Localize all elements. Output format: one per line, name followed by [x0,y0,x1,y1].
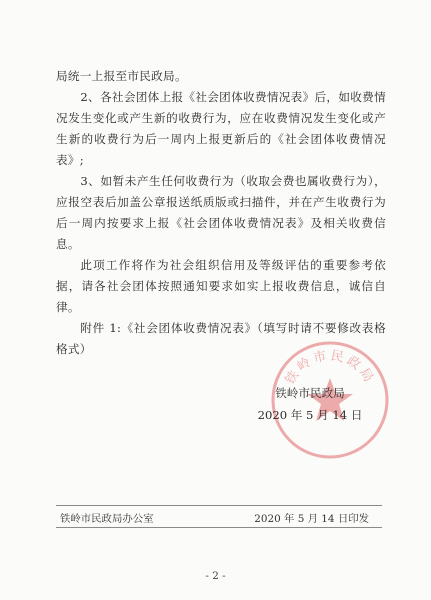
footer-rule-bottom [56,527,382,528]
paragraph-note: 此项工作将作为社会组织信用及等级评估的重要参考依据，请各社会团体按照通知要求如实上报收费信息，诚信自律。 [56,258,386,314]
document-body [56,66,386,360]
svg-text:铁岭市民政局: 铁岭市民政局 [282,348,378,388]
signature-block [240,382,380,426]
page-number: - 2 - [205,570,226,582]
footer-issuing-office: 铁岭市民政局办公室 [60,513,154,525]
footer-rule-top [56,505,382,506]
footer-print-date: 2020 年 5 月 14 日印发 [254,513,369,525]
paragraph-continuation: 局统一上报至市民政局。 [56,69,187,83]
signature-org: 铁岭市民政局 [275,386,345,400]
paragraph-item-2: 2、各社会团体上报《社会团体收费情况表》后，如收费情况发生变化或产生新的收费行为，应在收费情况发生变化或产生新的收费行为后一周内上报更新后的《社会团体收费情况表》; [56,90,386,167]
paragraph-item-3: 3、如暂未产生任何收费行为（收取会费也属收费行为），应报空表后加盖公章报送纸质版或扫描件，并在产生收费行为后一周内按要求上报《社会团体收费情况表》及相关收费信息。 [56,174,386,251]
attachment-line: 附件 1:《社会团体收费情况表》（填写时请不要修改表格格式） [56,321,386,356]
signature-date: 2020 年 5 月 14 日 [257,408,363,422]
